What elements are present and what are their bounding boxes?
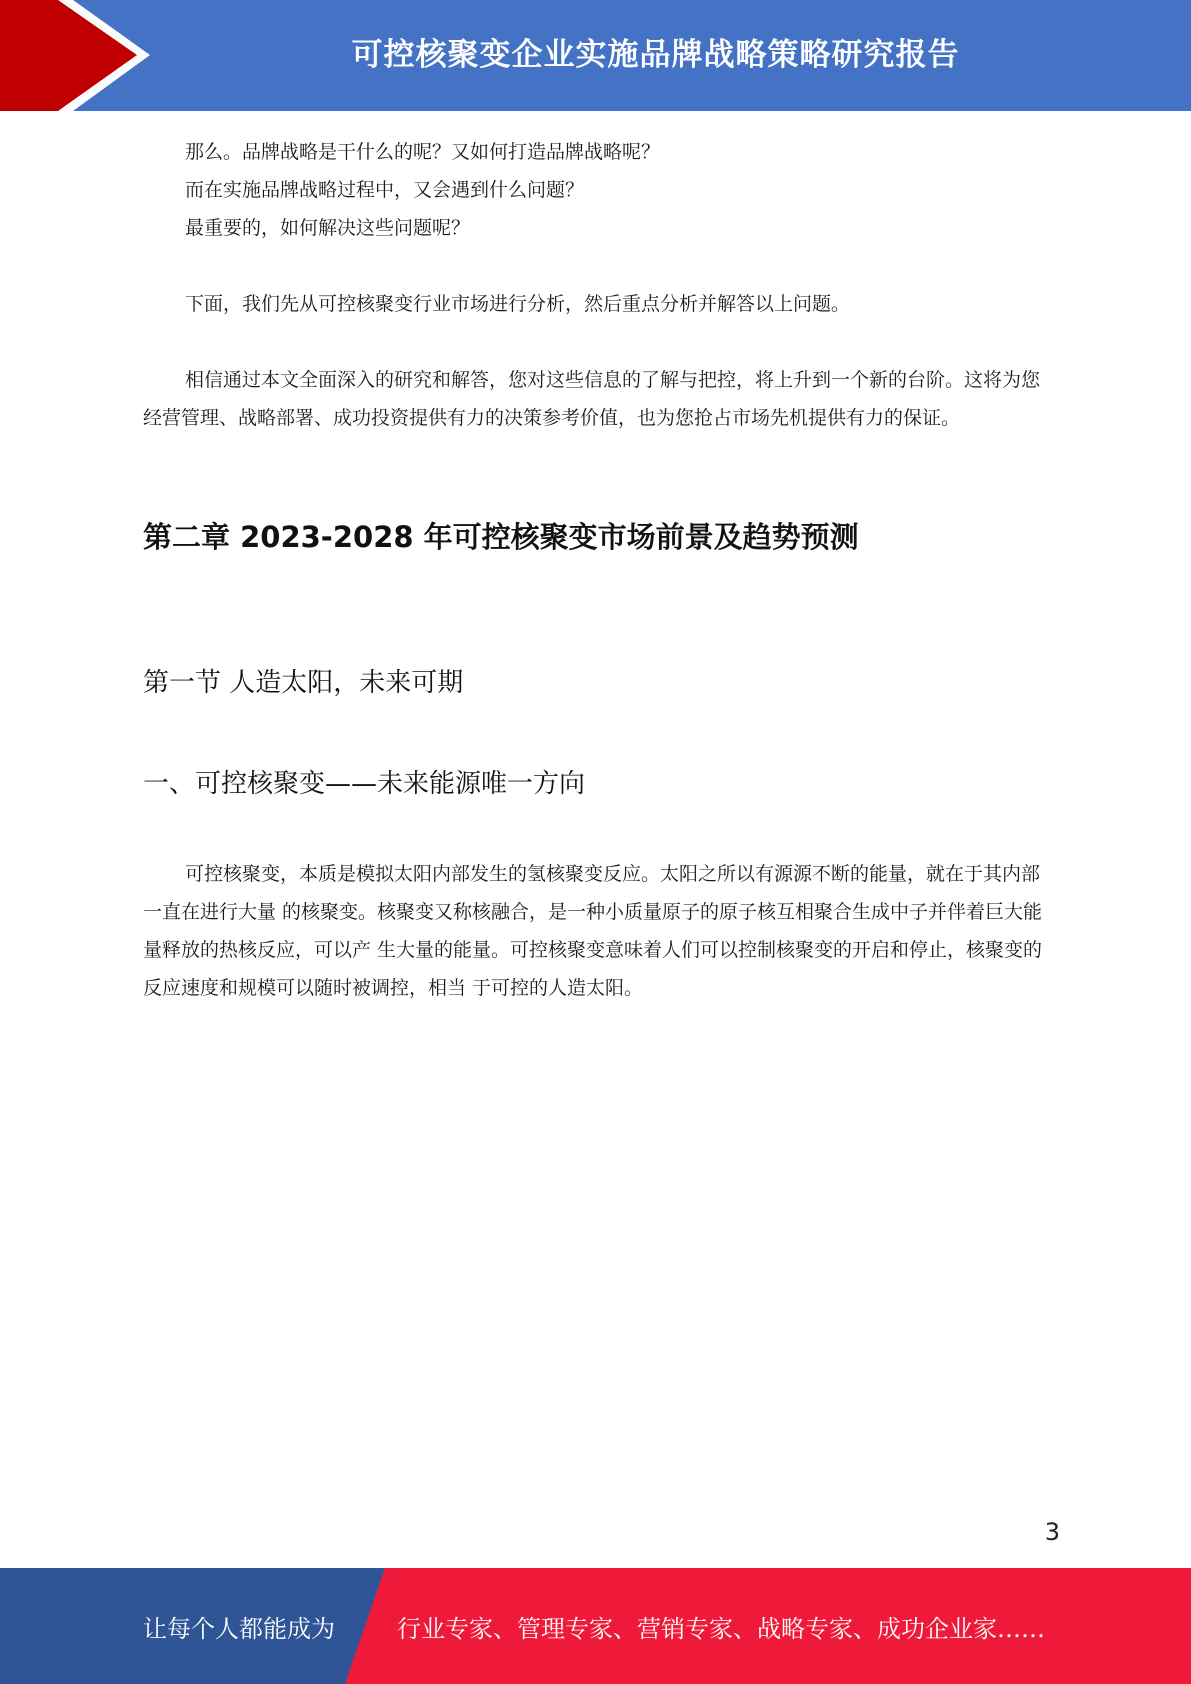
footer-slogan-right: 行业专家、管理专家、营销专家、战略专家、成功企业家…… xyxy=(397,1614,1045,1643)
intro-line-1: 那么。品牌战略是干什么的呢？又如何打造品牌战略呢？ xyxy=(185,141,661,163)
intro-line-2: 而在实施品牌战略过程中，又会遇到什么问题？ xyxy=(185,179,585,201)
section-heading: 第一节 人造太阳，未来可期 xyxy=(143,668,464,698)
page-footer xyxy=(0,1568,1191,1684)
footer-slogan-left: 让每个人都能成为 xyxy=(143,1614,335,1643)
page-number: 3 xyxy=(1044,1518,1060,1546)
fusion-paragraph: 可控核聚变，本质是模拟太阳内部发生的氢核聚变反应。太阳之所以有源源不断的能量，就在于其内部一直在进行大量 的核聚变。核聚变又称核融合，是一种小质量原子的原子核互相聚合生成中子并伴着巨大能量释放的热核反应，可以产 生大量的能量。可控核聚变意味着人们可以控制核聚变的开启和停止，核聚变的反应速度和规模可以随时被调控，相当 于可控的人造太阳。 xyxy=(143,863,1043,999)
subsection-heading: 一、可控核聚变——未来能源唯一方向 xyxy=(143,769,586,799)
intro-paragraph-1: 下面，我们先从可控核聚变行业市场进行分析，然后重点分析并解答以上问题。 xyxy=(185,293,851,315)
report-title: 可控核聚变企业实施品牌战略策略研究报告 xyxy=(351,37,960,73)
intro-line-3: 最重要的，如何解决这些问题呢？ xyxy=(185,217,471,239)
chapter-heading: 第二章 2023-2028 年可控核聚变市场前景及趋势预测 xyxy=(143,520,859,554)
page-header xyxy=(0,0,1191,111)
intro-paragraph-2: 相信通过本文全面深入的研究和解答，您对这些信息的了解与把控，将上升到一个新的台阶。这将为您经营管理、战略部署、成功投资提供有力的决策参考价值，也为您抢占市场先机提供有力的保证。 xyxy=(143,369,1041,429)
